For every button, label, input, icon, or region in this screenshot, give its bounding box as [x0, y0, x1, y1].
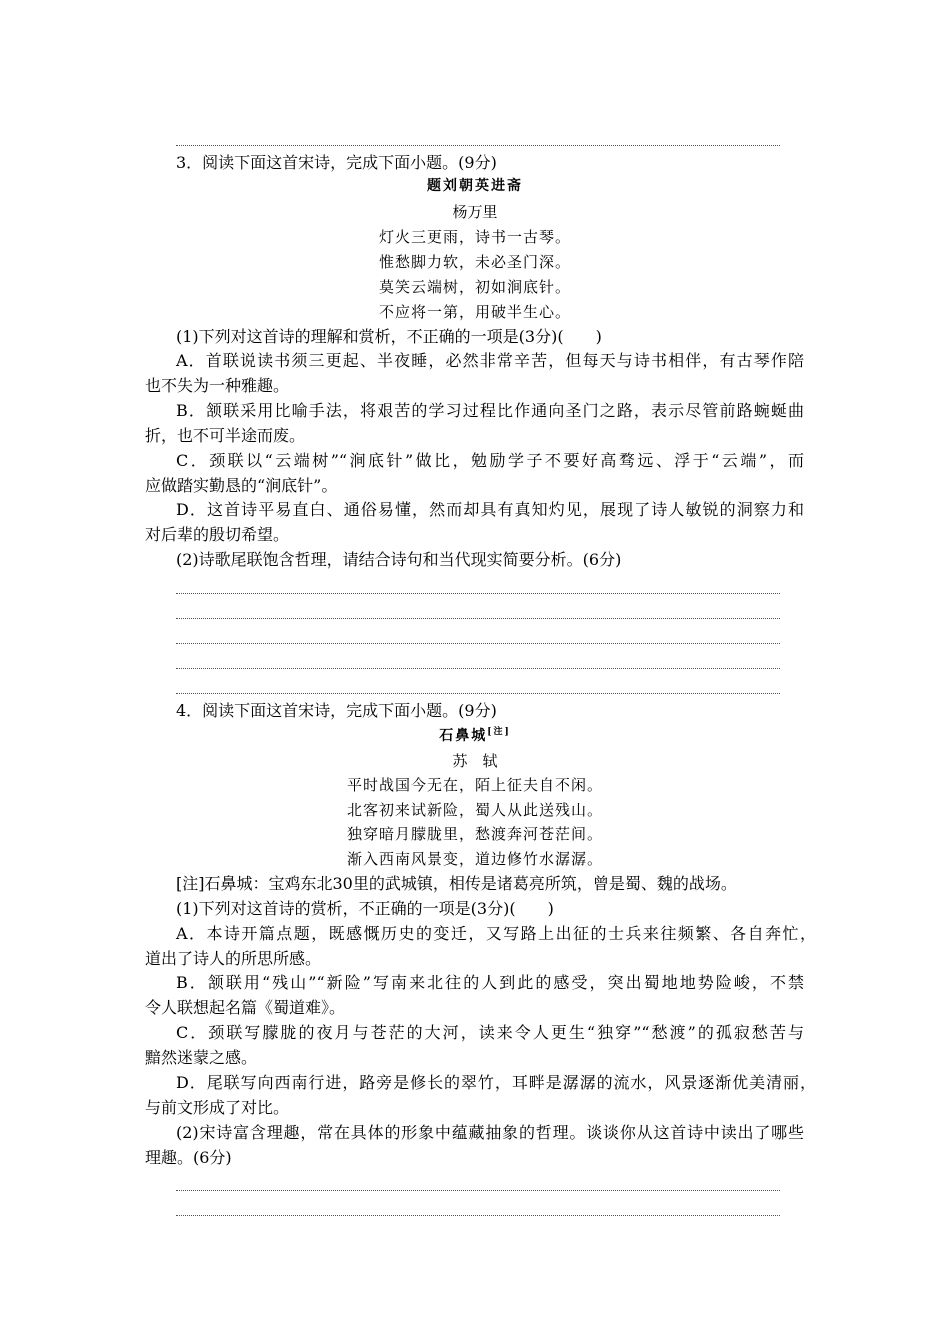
- q4-option-d-cont: 与前文形成了对比。: [145, 1098, 290, 1117]
- answer-line: [176, 145, 780, 146]
- q4-option-b-cont: 令人联想起名篇《蜀道难》。: [145, 998, 346, 1017]
- q3-poem-author: 杨万里: [452, 203, 498, 221]
- q4-sub2-question: (2)宋诗富含理趣，常在具体的形象中蕴藏抽象的哲理。谈谈你从这首诗中读出了哪些: [176, 1123, 804, 1142]
- q4-verse: 独穿暗月朦胧里，愁渡奔河苍茫间。: [346, 825, 603, 843]
- q4-option-c-cont: 黯然迷蒙之感。: [145, 1048, 258, 1067]
- answer-line: [176, 1215, 780, 1216]
- q4-note-mark: [注]: [487, 727, 511, 737]
- q3-sub2-question: (2)诗歌尾联饱含哲理，请结合诗句和当代现实简要分析。(6分): [176, 550, 622, 569]
- q4-option-b: B．颔联用“残山”“新险”写南来北往的人到此的感受，突出蜀地地势险峻，不禁: [176, 973, 804, 992]
- q3-option-b: B．颔联采用比喻手法，将艰苦的学习过程比作通向圣门之路，表示尽管前路蜿蜒曲: [176, 401, 804, 420]
- answer-line: [176, 593, 780, 594]
- q3-verse: 惟愁脚力软，未必圣门深。: [378, 253, 571, 271]
- q4-option-c: C．颈联写朦胧的夜月与苍茫的大河，读来令人更生“独穿”“愁渡”的孤寂愁苦与: [176, 1023, 804, 1042]
- q3-verse: 不应将一第，用破半生心。: [378, 303, 571, 321]
- q4-poem-title-row: [0, 724, 950, 748]
- q4-poem-title: 石鼻城: [439, 728, 488, 744]
- q4-option-a: A．本诗开篇点题，既感慨历史的变迁，又写路上出征的士兵来往频繁、各自奔忙，: [176, 924, 816, 943]
- q3-option-b-cont: 折，也不可半途而废。: [145, 426, 306, 445]
- q4-verse: 平时战国今无在，陌上征夫自不闲。: [346, 776, 603, 794]
- q4-verse: 北客初来试新险，蜀人从此送残山。: [346, 801, 603, 819]
- q3-option-a: A．首联说读书须三更起、半夜睡，必然非常辛苦，但每天与诗书相伴，有古琴作陪: [176, 351, 804, 370]
- q3-header: 3．阅读下面这首宋诗，完成下面小题。(9分): [176, 153, 497, 172]
- q3-option-d: D．这首诗平易直白、通俗易懂，然而却具有真知灼见，展现了诗人敏锐的洞察力和: [176, 500, 804, 519]
- q4-verse: 渐入西南风景变，道边修竹水潺潺。: [346, 850, 603, 868]
- q4-footnote: [注]石鼻城：宝鸡东北30里的武城镇，相传是诸葛亮所筑，曾是蜀、魏的战场。: [176, 874, 737, 893]
- q3-option-c-cont: 应做踏实勤恳的“涧底针”。: [145, 476, 338, 495]
- answer-line: [176, 1190, 780, 1191]
- q3-option-d-cont: 对后辈的殷切希望。: [145, 525, 290, 544]
- q3-sub1-question: (1)下列对这首诗的理解和赏析，不正确的一项是(3分)( ): [176, 327, 602, 346]
- answer-line: [176, 668, 780, 669]
- q4-option-a-cont: 道出了诗人的所思所感。: [145, 949, 322, 968]
- q4-poem-author: 苏 轼: [452, 752, 498, 770]
- q3-verse: 莫笑云端树，初如涧底针。: [378, 278, 571, 296]
- q4-sub2-question-cont: 理趣。(6分): [145, 1148, 232, 1167]
- answer-line: [176, 643, 780, 644]
- q3-verse: 灯火三更雨，诗书一古琴。: [378, 228, 571, 246]
- q4-header: 4．阅读下面这首宋诗，完成下面小题。(9分): [176, 701, 497, 720]
- q3-option-a-cont: 也不失为一种雅趣。: [145, 376, 290, 395]
- answer-line: [176, 618, 780, 619]
- q4-sub1-question: (1)下列对这首诗的赏析，不正确的一项是(3分)( ): [176, 899, 554, 918]
- q4-option-d: D．尾联写向西南行进，路旁是修长的翠竹，耳畔是潺潺的流水，风景逐渐优美清丽，: [176, 1073, 816, 1092]
- q3-poem-title: 题刘朝英进斋: [427, 178, 523, 194]
- q3-option-c: C．颈联以“云端树”“涧底针”做比，勉励学子不要好高骛远、浮于“云端”，而: [176, 451, 804, 470]
- answer-line: [176, 693, 780, 694]
